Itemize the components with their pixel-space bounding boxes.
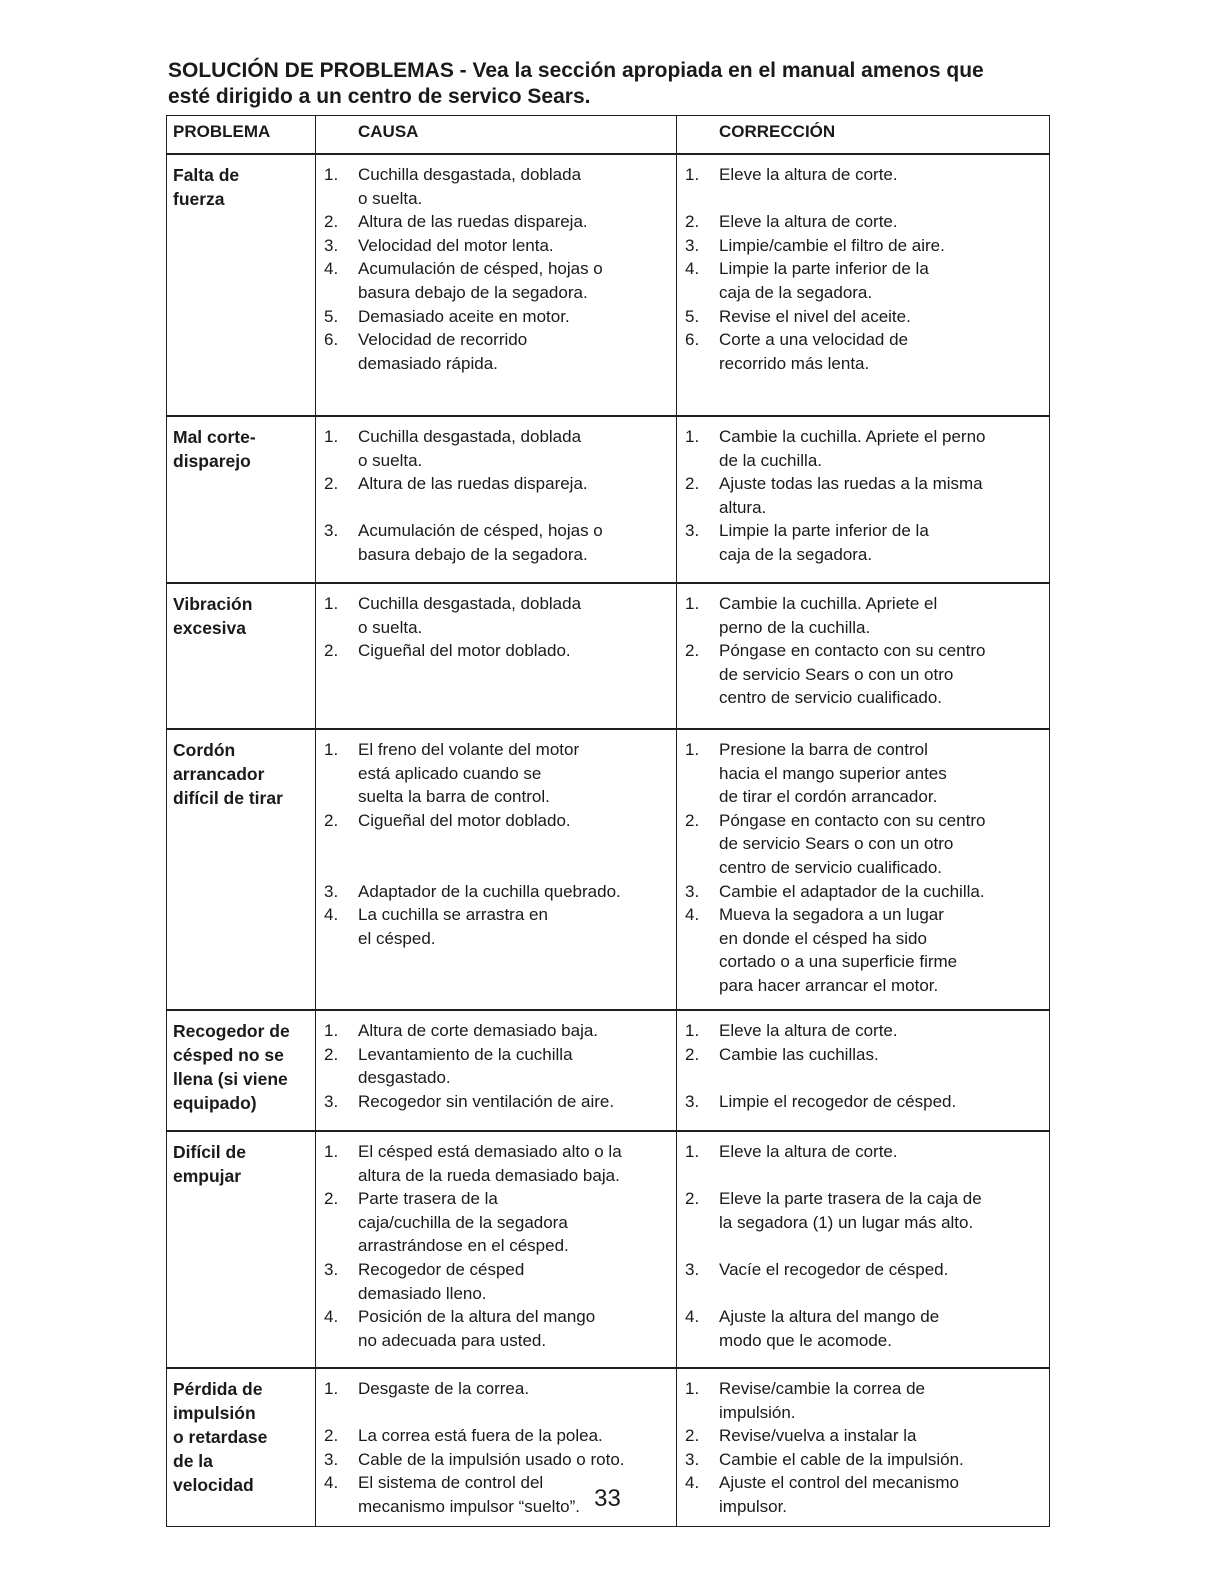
correction-item (685, 1140, 1045, 1164)
correction-item (685, 210, 1045, 234)
correction-text (719, 1140, 1045, 1164)
correction-text-line: Mueva la segadora a un lugar (719, 905, 944, 925)
correction-number: 2. (685, 641, 700, 661)
cause-cell (316, 583, 677, 729)
cause-cell (316, 416, 677, 583)
correction-text-line: modo que le acomode. (719, 1330, 892, 1350)
correction-item (685, 425, 1045, 472)
cause-text-line: Acumulación de césped, hojas o (358, 521, 603, 541)
correction-text-line: Cambie las cuchillas. (719, 1044, 879, 1064)
cause-text-line: altura de la rueda demasiado baja. (358, 1165, 620, 1185)
correction-text (719, 472, 1045, 519)
correction-text-line: de servicio Sears o con un otro (719, 834, 954, 854)
correction-cell (677, 416, 1050, 583)
correction-item (685, 1377, 1045, 1424)
cause-text (358, 1140, 672, 1187)
problem-line: o retardase (173, 1427, 268, 1447)
cause-text (358, 592, 672, 639)
correction-number: 2. (685, 1426, 700, 1446)
correction-item (685, 880, 1045, 904)
correction-text (719, 639, 1045, 710)
correction-text-line: de servicio Sears o con un otro (719, 664, 954, 684)
cause-text (358, 809, 672, 833)
cause-number: 3. (324, 235, 339, 255)
cause-text-line: caja/cuchilla de la segadora (358, 1212, 568, 1232)
problem-cell (167, 729, 316, 1010)
cause-number: 1. (324, 1021, 339, 1040)
problem-line: Pérdida de (173, 1379, 263, 1399)
cause-text-line: La cuchilla se arrastra en (358, 905, 548, 925)
cause-text-line: Parte trasera de la (358, 1189, 498, 1209)
correction-text (719, 1019, 1045, 1043)
correction-text (719, 809, 1045, 880)
correction-text-line: la segadora (1) un lugar más alto. (719, 1212, 974, 1232)
correction-item (685, 1258, 1045, 1282)
cause-item (324, 328, 672, 375)
cause-number: 2. (324, 1044, 339, 1064)
cause-text (358, 1424, 672, 1448)
cause-text-line: Cuchilla desgastada, doblada (358, 427, 582, 446)
cause-text-line: Cuchilla desgastada, doblada (358, 594, 582, 613)
cause-item (324, 519, 672, 566)
correction-item (685, 738, 1045, 809)
correction-text (719, 328, 1045, 375)
correction-text-line: Presione la barra de control (719, 740, 928, 759)
table-body (167, 154, 1050, 1526)
cause-text-line: Altura de las ruedas dispareja. (358, 212, 588, 232)
cause-text-line: Velocidad de recorrido (358, 330, 528, 350)
cause-text-line: Demasiado aceite en motor. (358, 306, 570, 326)
correction-text (719, 738, 1045, 809)
page-number: 33 (594, 1485, 621, 1512)
problem-line: Falta de (173, 165, 240, 185)
cause-text-line: el césped. (358, 928, 436, 948)
cause-number: 1. (324, 165, 339, 184)
cause-text (358, 1377, 672, 1401)
cause-number: 4. (324, 1473, 339, 1493)
cause-text-line: El freno del volante del motor (358, 740, 580, 759)
correction-number: 2. (685, 474, 700, 494)
cause-item (324, 234, 672, 258)
correction-text-line: Póngase en contacto con su centro (719, 641, 986, 661)
cause-item (324, 592, 672, 639)
correction-item (685, 903, 1045, 997)
cause-item (324, 880, 672, 904)
heading-line-1: SOLUCIÓN DE PROBLEMAS - Vea la sección apropiada en el manual amenos que (168, 59, 984, 82)
cause-number: 1. (324, 740, 339, 759)
problem-cell (167, 1131, 316, 1368)
correction-number: 4. (685, 905, 700, 925)
cause-item (324, 1187, 672, 1258)
cause-text-line: mecanismo impulsor “suelto”. (358, 1496, 581, 1516)
correction-number: 1. (685, 1021, 700, 1040)
page-heading (168, 58, 1068, 110)
correction-text-line: Revise el nivel del aceite. (719, 306, 911, 326)
correction-cell (677, 729, 1050, 1010)
correction-item (685, 472, 1045, 519)
correction-text (719, 163, 1045, 187)
correction-cell (677, 1131, 1050, 1368)
cause-text-line: suelta la barra de control. (358, 787, 550, 807)
cause-number: 1. (324, 594, 339, 613)
correction-text (719, 903, 1045, 997)
cause-text (358, 738, 672, 809)
correction-text-line: Vacíe el recogedor de césped. (719, 1259, 949, 1279)
table-row (167, 416, 1050, 583)
cause-item (324, 809, 672, 833)
correction-text-line: Cambie el adaptador de la cuchilla. (719, 881, 985, 901)
cause-text (358, 257, 672, 304)
correction-text-line: cortado o a una superficie firme (719, 952, 958, 972)
correction-number: 3. (685, 521, 700, 541)
correction-text (719, 210, 1045, 234)
correction-item (685, 519, 1045, 566)
cause-text (358, 903, 672, 950)
correction-text-line: Ajuste el control del mecanismo (719, 1473, 960, 1493)
cause-cell (316, 1131, 677, 1368)
cause-text (358, 519, 672, 566)
cause-cell (316, 729, 677, 1010)
table-row (167, 729, 1050, 1010)
table-row (167, 1010, 1050, 1131)
cause-number: 4. (324, 259, 339, 279)
cause-text (358, 210, 672, 234)
correction-text-line: Limpie el recogedor de césped. (719, 1091, 957, 1111)
correction-number: 1. (685, 427, 700, 446)
correction-number: 3. (685, 235, 700, 255)
correction-text-line: caja de la segadora. (719, 282, 873, 302)
cause-item (324, 1377, 672, 1401)
cause-number: 1. (324, 427, 339, 446)
correction-text-line: Limpie la parte inferior de la (719, 521, 929, 541)
correction-text-line: Cambie la cuchilla. Apriete el (719, 594, 938, 613)
cause-text-line: Cigueñal del motor doblado. (358, 641, 571, 661)
cause-item (324, 472, 672, 496)
correction-item (685, 592, 1045, 639)
cause-text (358, 1187, 672, 1258)
correction-cell (677, 1010, 1050, 1131)
correction-text-line: centro de servicio cualificado. (719, 857, 943, 877)
correction-text-line: impulsión. (719, 1402, 796, 1422)
correction-number: 2. (685, 1189, 700, 1209)
correction-text-line: de la cuchilla. (719, 450, 823, 470)
correction-text (719, 592, 1045, 639)
cause-item (324, 1019, 672, 1043)
cause-text (358, 163, 672, 210)
correction-item (685, 328, 1045, 375)
correction-item (685, 305, 1045, 329)
cause-text-line: Posición de la altura del mango (358, 1307, 596, 1327)
correction-text-line: Eleve la altura de corte. (719, 1142, 898, 1161)
problem-cell (167, 1010, 316, 1131)
correction-text-line: recorrido más lenta. (719, 353, 870, 373)
cause-text-line: basura debajo de la segadora. (358, 282, 588, 302)
correction-text-line: Cambie la cuchilla. Apriete el perno (719, 427, 986, 446)
problem-line: Recogedor de (173, 1021, 290, 1041)
cause-text-line: demasiado lleno. (358, 1283, 487, 1303)
cause-item (324, 1043, 672, 1090)
cause-number: 2. (324, 1426, 339, 1446)
cause-number: 3. (324, 521, 339, 541)
problem-line: llena (si viene (173, 1069, 288, 1089)
problem-cell (167, 416, 316, 583)
correction-text-line: Revise/vuelva a instalar la (719, 1426, 917, 1446)
correction-text (719, 305, 1045, 329)
correction-text-line: para hacer arrancar el motor. (719, 975, 939, 995)
correction-text (719, 880, 1045, 904)
correction-text-line: caja de la segadora. (719, 544, 873, 564)
cause-cell (316, 154, 677, 416)
cause-number: 3. (324, 1259, 339, 1279)
cause-text-line: demasiado rápida. (358, 353, 498, 373)
correction-number: 3. (685, 1091, 700, 1111)
correction-number: 1. (685, 594, 700, 613)
cause-text-line: El sistema de control del (358, 1473, 544, 1493)
problem-line: impulsión (173, 1403, 256, 1423)
problem-line: difícil de tirar (173, 788, 283, 808)
correction-item (685, 809, 1045, 880)
correction-text-line: altura. (719, 497, 767, 517)
cause-text-line: Adaptador de la cuchilla quebrado. (358, 881, 621, 901)
correction-item (685, 1305, 1045, 1352)
problem-line: Difícil de (173, 1142, 246, 1162)
cause-text-line: Cigueñal del motor doblado. (358, 810, 571, 830)
cause-item (324, 738, 672, 809)
cause-text (358, 1090, 672, 1114)
correction-text-line: Limpie la parte inferior de la (719, 259, 929, 279)
cause-number: 2. (324, 810, 339, 830)
cause-number: 6. (324, 330, 339, 350)
cause-item (324, 1305, 672, 1352)
correction-text-line: Revise/cambie la correa de (719, 1379, 925, 1398)
header-correction: CORRECCIÓN (677, 116, 1050, 155)
cause-text (358, 1043, 672, 1090)
correction-number: 1. (685, 165, 700, 184)
cause-text (358, 425, 672, 472)
correction-text-line: Limpie/cambie el filtro de aire. (719, 235, 945, 255)
cause-text-line: Velocidad del motor lenta. (358, 235, 554, 255)
cause-number: 5. (324, 306, 339, 326)
cause-text-line: Acumulación de césped, hojas o (358, 259, 603, 279)
correction-text (719, 234, 1045, 258)
correction-item (685, 1019, 1045, 1043)
cause-text (358, 472, 672, 496)
cause-text (358, 234, 672, 258)
correction-item (685, 163, 1045, 187)
correction-number: 1. (685, 740, 700, 759)
correction-text (719, 1424, 1045, 1448)
cause-text-line: La correa está fuera de la polea. (358, 1426, 603, 1446)
cause-item (324, 305, 672, 329)
problem-line: Vibración (173, 594, 253, 614)
correction-text (719, 519, 1045, 566)
problem-line: equipado) (173, 1093, 257, 1113)
correction-text-line: Ajuste la altura del mango de (719, 1307, 940, 1327)
cause-text-line: Cable de la impulsión usado o roto. (358, 1449, 625, 1469)
correction-item (685, 1424, 1045, 1448)
correction-number: 4. (685, 1307, 700, 1327)
correction-number: 2. (685, 212, 700, 232)
cause-text (358, 305, 672, 329)
correction-text-line: en donde el césped ha sido (719, 928, 927, 948)
cause-text-line: desgastado. (358, 1068, 451, 1088)
correction-text-line: hacia el mango superior antes (719, 763, 947, 783)
cause-item (324, 903, 672, 950)
correction-cell (677, 154, 1050, 416)
cause-text-line: o suelta. (358, 450, 423, 470)
correction-text-line: Ajuste todas las ruedas a la misma (719, 474, 983, 494)
problem-line: Mal corte- (173, 427, 256, 447)
cause-text (358, 328, 672, 375)
correction-number: 1. (685, 1379, 700, 1398)
correction-number: 5. (685, 306, 700, 326)
correction-item (685, 1090, 1045, 1114)
correction-text (719, 1305, 1045, 1352)
cause-number: 3. (324, 881, 339, 901)
correction-item (685, 257, 1045, 304)
cause-number: 1. (324, 1142, 339, 1161)
correction-text (719, 1187, 1045, 1234)
correction-text (719, 1090, 1045, 1114)
table-row (167, 1131, 1050, 1368)
cause-text (358, 1305, 672, 1352)
cause-text (358, 639, 672, 663)
correction-item (685, 1448, 1045, 1472)
correction-text-line: centro de servicio cualificado. (719, 688, 943, 708)
heading-line-2: esté dirigido a un centro de servico Sears. (168, 85, 591, 108)
cause-number: 2. (324, 641, 339, 661)
problem-cell (167, 154, 316, 416)
cause-text-line: El césped está demasiado alto o la (358, 1142, 622, 1161)
cause-text-line: Altura de las ruedas dispareja. (358, 474, 588, 494)
correction-number: 2. (685, 1044, 700, 1064)
cause-item (324, 1090, 672, 1114)
table-row (167, 154, 1050, 416)
correction-text (719, 1258, 1045, 1282)
cause-text (358, 1448, 672, 1472)
problem-line: empujar (173, 1166, 242, 1186)
cause-text (358, 880, 672, 904)
cause-cell (316, 1010, 677, 1131)
correction-number: 1. (685, 1142, 700, 1161)
cause-number: 2. (324, 474, 339, 494)
problem-line: arrancador (173, 764, 265, 784)
correction-number: 3. (685, 881, 700, 901)
problem-line: disparejo (173, 451, 251, 471)
header-cause: CAUSA (316, 116, 677, 155)
cause-number: 3. (324, 1091, 339, 1111)
correction-text (719, 425, 1045, 472)
correction-text-line: Eleve la altura de corte. (719, 165, 898, 184)
correction-number: 4. (685, 1473, 700, 1493)
correction-text-line: Eleve la altura de corte. (719, 1021, 898, 1040)
cause-text-line: basura debajo de la segadora. (358, 544, 588, 564)
cause-item (324, 1140, 672, 1187)
correction-text-line: Póngase en contacto con su centro (719, 810, 986, 830)
correction-text-line: Cambie el cable de la impulsión. (719, 1449, 964, 1469)
cause-text-line: Cuchilla desgastada, doblada (358, 165, 582, 184)
problem-line: fuerza (173, 189, 225, 209)
cause-item (324, 639, 672, 663)
problem-line: césped no se (173, 1045, 284, 1065)
problem-line: velocidad (173, 1475, 254, 1495)
correction-text-line: de tirar el cordón arrancador. (719, 787, 938, 807)
correction-number: 6. (685, 330, 700, 350)
troubleshooting-table (166, 115, 1050, 1527)
correction-text-line: Eleve la altura de corte. (719, 212, 898, 232)
cause-text-line: Altura de corte demasiado baja. (358, 1021, 599, 1040)
cause-text (358, 1258, 672, 1305)
correction-text-line: Corte a una velocidad de (719, 330, 909, 350)
correction-number: 4. (685, 259, 700, 279)
cause-item (324, 163, 672, 210)
correction-text (719, 1448, 1045, 1472)
correction-text-line: Eleve la parte trasera de la caja de (719, 1189, 982, 1209)
cause-number: 1. (324, 1379, 339, 1398)
correction-number: 3. (685, 1449, 700, 1469)
problem-cell (167, 583, 316, 729)
cause-item (324, 210, 672, 234)
cause-number: 2. (324, 1189, 339, 1209)
correction-text (719, 257, 1045, 304)
correction-item (685, 639, 1045, 710)
correction-text-line: perno de la cuchilla. (719, 617, 871, 637)
cause-text-line: arrastrándose en el césped. (358, 1236, 569, 1256)
cause-text-line: o suelta. (358, 188, 423, 208)
problem-line: Cordón (173, 740, 236, 760)
correction-number: 2. (685, 810, 700, 830)
cause-number: 4. (324, 905, 339, 925)
cause-text-line: Recogedor de césped (358, 1259, 525, 1279)
correction-cell (677, 583, 1050, 729)
cause-text (358, 1019, 672, 1043)
cause-number: 2. (324, 212, 339, 232)
cause-number: 3. (324, 1449, 339, 1469)
cause-text-line: Levantamiento de la cuchilla (358, 1044, 573, 1064)
header-problem: PROBLEMA (167, 116, 316, 155)
problem-line: de la (173, 1451, 213, 1471)
cause-item (324, 1424, 672, 1448)
correction-item (685, 234, 1045, 258)
cause-text-line: Recogedor sin ventilación de aire. (358, 1091, 615, 1111)
cause-text-line: no adecuada para usted. (358, 1330, 547, 1350)
cause-text-line: Desgaste de la correa. (358, 1379, 530, 1398)
table-row (167, 583, 1050, 729)
correction-number: 3. (685, 1259, 700, 1279)
cause-item (324, 1258, 672, 1305)
cause-item (324, 1448, 672, 1472)
cause-text-line: está aplicado cuando se (358, 763, 542, 783)
correction-item (685, 1043, 1045, 1067)
correction-text (719, 1043, 1045, 1067)
problem-line: excesiva (173, 618, 246, 638)
cause-number: 4. (324, 1307, 339, 1327)
table-header-row (167, 116, 1050, 155)
cause-item (324, 425, 672, 472)
correction-text-line: impulsor. (719, 1496, 788, 1516)
correction-text (719, 1377, 1045, 1424)
correction-item (685, 1187, 1045, 1234)
cause-item (324, 257, 672, 304)
cause-text-line: o suelta. (358, 617, 423, 637)
